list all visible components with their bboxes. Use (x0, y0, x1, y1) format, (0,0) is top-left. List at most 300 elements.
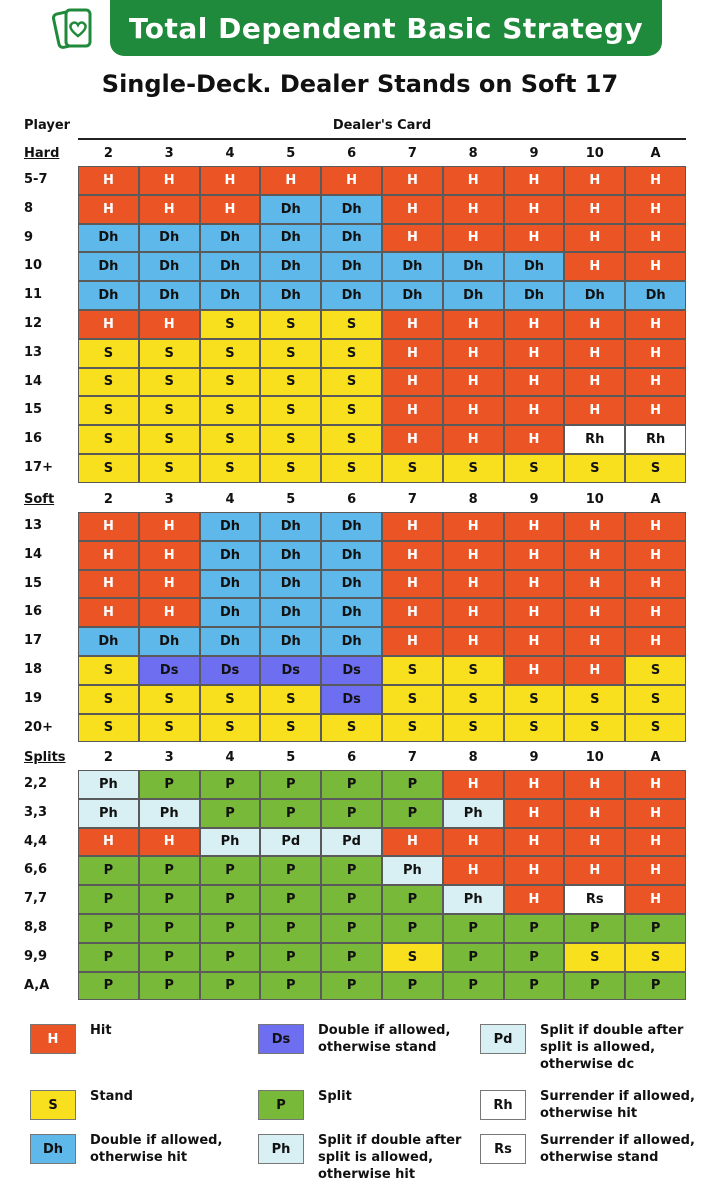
legend-text: Double if allowed, otherwise stand (318, 1023, 451, 1055)
strategy-cell: H (504, 598, 565, 627)
strategy-cell: P (78, 914, 139, 943)
strategy-cell: S (200, 368, 261, 397)
strategy-cell: H (382, 224, 443, 253)
table-row (0, 541, 720, 570)
strategy-cell: P (200, 885, 261, 914)
legend-item (480, 1088, 698, 1122)
strategy-cell: S (321, 454, 382, 483)
strategy-cell: S (504, 454, 565, 483)
strategy-cell: H (382, 195, 443, 224)
strategy-cell: Dh (260, 627, 321, 656)
strategy-cell: H (564, 224, 625, 253)
dealer-upcard-header: 2 (103, 492, 113, 507)
legend-item (258, 1088, 476, 1120)
strategy-cell: P (382, 885, 443, 914)
header-banner (110, 0, 662, 56)
table-row (0, 828, 720, 857)
legend-swatch: P (258, 1090, 304, 1120)
strategy-cell: H (564, 195, 625, 224)
dealer-upcard-header: 3 (164, 146, 174, 161)
player-hand-label: 13 (24, 518, 43, 533)
strategy-cell: P (78, 972, 139, 1001)
strategy-cell: S (139, 396, 200, 425)
legend-item (480, 1022, 698, 1073)
strategy-cell: Ds (200, 656, 261, 685)
strategy-cell: Dh (200, 224, 261, 253)
strategy-cell: S (260, 339, 321, 368)
table-row (0, 799, 720, 828)
strategy-cell: H (625, 598, 686, 627)
strategy-cell: Ph (78, 799, 139, 828)
strategy-cell: H (504, 856, 565, 885)
table-row (0, 656, 720, 685)
strategy-cell: Dh (139, 627, 200, 656)
legend-text: Stand (90, 1089, 133, 1104)
strategy-cell: P (139, 972, 200, 1001)
strategy-cell: H (139, 828, 200, 857)
strategy-cell: Dh (139, 281, 200, 310)
strategy-cell: H (564, 368, 625, 397)
strategy-cell: Dh (321, 570, 382, 599)
strategy-cell: P (382, 799, 443, 828)
strategy-cell: Pd (321, 828, 382, 857)
strategy-cell: Dh (200, 541, 261, 570)
strategy-cell: Dh (321, 541, 382, 570)
strategy-cell: H (443, 310, 504, 339)
strategy-cell: Dh (321, 281, 382, 310)
strategy-cell: H (382, 166, 443, 195)
strategy-cell: S (564, 943, 625, 972)
strategy-cell: Dh (260, 570, 321, 599)
strategy-cell: P (443, 943, 504, 972)
strategy-cell: H (139, 570, 200, 599)
strategy-cell: H (504, 656, 565, 685)
strategy-cell: S (139, 454, 200, 483)
strategy-cell: H (504, 512, 565, 541)
strategy-cell: Dh (321, 512, 382, 541)
table-row (0, 972, 720, 1001)
strategy-cell: H (625, 512, 686, 541)
strategy-cell: Dh (200, 281, 261, 310)
player-axis-label: Player (24, 118, 71, 133)
strategy-cell: S (443, 454, 504, 483)
strategy-cell: H (625, 224, 686, 253)
section-title: Splits (24, 750, 66, 765)
strategy-cell: H (443, 339, 504, 368)
strategy-cell: S (200, 339, 261, 368)
table-row (0, 396, 720, 425)
strategy-cell: Ph (200, 828, 261, 857)
section-hard (0, 142, 720, 483)
player-hand-label: 5-7 (24, 172, 48, 187)
strategy-cell: Dh (321, 195, 382, 224)
strategy-cell: Dh (321, 598, 382, 627)
player-hand-label: 16 (24, 431, 43, 447)
table-row (0, 570, 720, 599)
strategy-cell: H (78, 828, 139, 857)
strategy-cell: H (260, 166, 321, 195)
strategy-cell: P (625, 914, 686, 943)
strategy-cell: H (443, 570, 504, 599)
strategy-cell: P (382, 914, 443, 943)
strategy-cell: Dh (321, 224, 382, 253)
strategy-cell: S (625, 685, 686, 714)
strategy-cell: H (564, 310, 625, 339)
strategy-cell: Dh (260, 252, 321, 281)
strategy-cell: H (564, 799, 625, 828)
strategy-cell: P (504, 914, 565, 943)
strategy-cell: S (200, 454, 261, 483)
dealer-upcard-header: 4 (225, 146, 235, 161)
strategy-cell: H (139, 598, 200, 627)
strategy-cell: P (200, 799, 261, 828)
dealer-upcard-header: 10 (585, 492, 604, 507)
strategy-cell: H (504, 541, 565, 570)
strategy-cell: H (564, 166, 625, 195)
table-row (0, 339, 720, 368)
player-hand-label: 7,7 (24, 891, 48, 907)
strategy-cell: P (200, 770, 261, 799)
strategy-cell: H (382, 570, 443, 599)
strategy-cell: H (625, 856, 686, 885)
player-hand-label: A,A (24, 977, 50, 993)
player-hand-label: 12 (24, 316, 43, 331)
section-header (0, 746, 720, 770)
strategy-cell: H (625, 541, 686, 570)
strategy-cell: S (504, 714, 565, 743)
strategy-cell: Dh (200, 570, 261, 599)
strategy-cell: S (200, 425, 261, 454)
strategy-cell: H (625, 799, 686, 828)
player-hand-label: 17 (24, 633, 43, 649)
legend-swatch: Rh (480, 1090, 526, 1120)
strategy-cell: P (139, 914, 200, 943)
dealer-upcard-header: 7 (407, 750, 417, 765)
legend-text: Surrender if allowed, otherwise stand (540, 1133, 695, 1165)
table-row (0, 770, 720, 799)
strategy-cell: H (382, 425, 443, 454)
strategy-cell: S (78, 425, 139, 454)
strategy-cell: P (139, 943, 200, 972)
strategy-cell: H (78, 541, 139, 570)
strategy-cell: P (382, 972, 443, 1001)
legend-item (480, 1132, 698, 1166)
strategy-cell: P (321, 972, 382, 1001)
strategy-cell: S (200, 714, 261, 743)
strategy-cell: S (382, 943, 443, 972)
strategy-cell: H (564, 856, 625, 885)
strategy-cell: H (504, 368, 565, 397)
strategy-cell: S (321, 310, 382, 339)
strategy-cell: P (260, 943, 321, 972)
strategy-cell: Dh (625, 281, 686, 310)
dealer-upcard-header: 6 (347, 146, 357, 161)
strategy-cell: H (382, 368, 443, 397)
strategy-cell: H (504, 195, 565, 224)
strategy-cell: Ph (443, 799, 504, 828)
strategy-cell: P (564, 914, 625, 943)
strategy-cell: H (443, 368, 504, 397)
strategy-cell: H (625, 310, 686, 339)
strategy-cell: H (78, 195, 139, 224)
strategy-cell: P (260, 856, 321, 885)
strategy-cell: H (382, 310, 443, 339)
strategy-cell: P (200, 972, 261, 1001)
strategy-cell: Dh (443, 252, 504, 281)
strategy-cell: H (504, 828, 565, 857)
strategy-cell: S (200, 396, 261, 425)
strategy-cell: H (321, 166, 382, 195)
strategy-cell: S (382, 714, 443, 743)
strategy-cell: H (625, 885, 686, 914)
strategy-cell: Dh (200, 598, 261, 627)
strategy-cell: H (625, 828, 686, 857)
heart-playing-cards-icon (52, 4, 98, 54)
table-row (0, 856, 720, 885)
legend-item (30, 1132, 248, 1166)
dealer-upcard-header: A (650, 146, 661, 161)
strategy-cell: P (321, 799, 382, 828)
strategy-cell: Ph (382, 856, 443, 885)
strategy-cell: Dh (321, 627, 382, 656)
player-hand-label: 19 (24, 690, 43, 706)
strategy-cell: H (382, 396, 443, 425)
table-row (0, 627, 720, 656)
legend-item (258, 1132, 476, 1183)
strategy-cell: P (625, 972, 686, 1001)
section-soft (0, 488, 720, 742)
strategy-cell: S (78, 368, 139, 397)
strategy-cell: H (564, 339, 625, 368)
player-hand-label: 4,4 (24, 833, 48, 849)
strategy-cell: H (200, 195, 261, 224)
dealer-upcard-header: 8 (468, 146, 478, 161)
strategy-cell: S (78, 396, 139, 425)
dealer-upcard-header: 7 (407, 146, 417, 161)
strategy-cell: S (321, 714, 382, 743)
dealer-upcard-header: 6 (347, 492, 357, 507)
strategy-cell: Dh (382, 252, 443, 281)
strategy-cell: S (625, 656, 686, 685)
strategy-cell: Dh (139, 252, 200, 281)
dealer-upcard-header: 9 (529, 492, 539, 507)
strategy-cell: H (625, 396, 686, 425)
strategy-cell: P (321, 856, 382, 885)
strategy-cell: H (564, 252, 625, 281)
strategy-cell: S (625, 454, 686, 483)
strategy-cell: Dh (382, 281, 443, 310)
strategy-cell: H (443, 166, 504, 195)
table-row (0, 166, 720, 195)
strategy-cell: S (260, 368, 321, 397)
legend-swatch: Rs (480, 1134, 526, 1164)
strategy-cell: P (200, 856, 261, 885)
legend-text: Split if double after split is allowed, otherwise dc (540, 1023, 684, 1072)
strategy-cell: S (78, 685, 139, 714)
strategy-cell: Rh (625, 425, 686, 454)
strategy-cell: P (321, 943, 382, 972)
strategy-cell: Dh (321, 252, 382, 281)
strategy-cell: H (443, 396, 504, 425)
strategy-cell: Ph (443, 885, 504, 914)
strategy-cell: H (564, 627, 625, 656)
strategy-cell: S (260, 714, 321, 743)
strategy-cell: Ds (260, 656, 321, 685)
strategy-cell: H (443, 828, 504, 857)
section-title: Soft (24, 492, 55, 507)
strategy-cell: H (382, 828, 443, 857)
strategy-cell: H (443, 224, 504, 253)
strategy-cell: H (382, 627, 443, 656)
page-title: Total Dependent Basic Strategy (128, 11, 644, 45)
legend-swatch: Dh (30, 1134, 76, 1164)
strategy-cell: Ds (321, 656, 382, 685)
section-header (0, 142, 720, 166)
table-row (0, 224, 720, 253)
legend-swatch: H (30, 1024, 76, 1054)
strategy-cell: H (625, 252, 686, 281)
legend-item (30, 1022, 248, 1054)
section-header (0, 488, 720, 512)
strategy-cell: P (260, 770, 321, 799)
strategy-cell: Dh (260, 224, 321, 253)
strategy-cell: Dh (260, 512, 321, 541)
strategy-cell: H (564, 598, 625, 627)
strategy-cell: Dh (78, 252, 139, 281)
strategy-cell: H (139, 512, 200, 541)
strategy-cell: H (382, 339, 443, 368)
strategy-cell: P (139, 856, 200, 885)
strategy-cell: P (504, 943, 565, 972)
strategy-cell: P (139, 770, 200, 799)
dealer-upcard-header: 8 (468, 750, 478, 765)
strategy-cell: P (260, 972, 321, 1001)
table-row (0, 454, 720, 483)
player-hand-label: 17+ (24, 460, 53, 475)
strategy-cell: H (78, 166, 139, 195)
strategy-cell: H (564, 396, 625, 425)
strategy-cell: S (260, 310, 321, 339)
player-hand-label: 9 (24, 229, 34, 245)
dealer-upcard-header: 2 (103, 146, 113, 161)
strategy-cell: H (382, 598, 443, 627)
table-row (0, 425, 720, 454)
strategy-cell: S (443, 656, 504, 685)
player-hand-label: 8 (24, 200, 34, 216)
player-hand-label: 13 (24, 344, 43, 360)
dealer-upcard-header: 2 (103, 750, 113, 765)
strategy-cell: S (382, 685, 443, 714)
strategy-cell: Dh (504, 281, 565, 310)
strategy-cell: H (139, 166, 200, 195)
strategy-cell: Dh (564, 281, 625, 310)
strategy-cell: S (200, 685, 261, 714)
player-hand-label: 15 (24, 402, 43, 418)
strategy-cell: S (78, 714, 139, 743)
strategy-cell: H (625, 368, 686, 397)
strategy-cell: Dh (200, 512, 261, 541)
strategy-cell: S (443, 685, 504, 714)
strategy-cell: Dh (260, 281, 321, 310)
table-row (0, 512, 720, 541)
strategy-cell: H (625, 627, 686, 656)
strategy-cell: P (139, 885, 200, 914)
player-hand-label: 15 (24, 575, 43, 591)
table-row (0, 685, 720, 714)
legend (0, 1012, 720, 1189)
table-row (0, 714, 720, 743)
strategy-cell: Ds (321, 685, 382, 714)
dealer-upcard-header: 7 (407, 492, 417, 507)
dealer-upcard-header: A (650, 492, 661, 507)
page-subtitle: Single-Deck. Dealer Stands on Soft 17 (101, 70, 619, 98)
strategy-cell: H (504, 224, 565, 253)
legend-swatch: S (30, 1090, 76, 1120)
strategy-cell: S (78, 339, 139, 368)
player-hand-label: 10 (24, 258, 43, 274)
strategy-cell: H (443, 541, 504, 570)
strategy-cell: Dh (200, 252, 261, 281)
strategy-cell: S (78, 454, 139, 483)
strategy-cell: S (382, 454, 443, 483)
strategy-cell: S (564, 454, 625, 483)
strategy-cell: H (443, 770, 504, 799)
player-hand-label: 14 (24, 373, 43, 389)
dealer-upcard-header: 3 (164, 492, 174, 507)
dealer-upcard-header: A (650, 750, 661, 765)
legend-text: Surrender if allowed, otherwise hit (540, 1089, 695, 1121)
strategy-cell: H (443, 195, 504, 224)
strategy-cell: P (321, 885, 382, 914)
strategy-cell: Dh (504, 252, 565, 281)
strategy-cell: H (139, 541, 200, 570)
strategy-cell: S (139, 714, 200, 743)
strategy-cell: Dh (443, 281, 504, 310)
strategy-cell: P (260, 885, 321, 914)
strategy-cell: S (564, 714, 625, 743)
strategy-cell: H (443, 512, 504, 541)
strategy-cell: S (321, 368, 382, 397)
strategy-cell: S (321, 425, 382, 454)
strategy-cell: S (139, 368, 200, 397)
legend-swatch: Pd (480, 1024, 526, 1054)
dealer-upcard-header: 5 (286, 750, 296, 765)
strategy-cell: S (139, 685, 200, 714)
player-hand-label: 20+ (24, 719, 53, 735)
strategy-cell: Ph (78, 770, 139, 799)
strategy-cell: H (564, 541, 625, 570)
strategy-cell: Dh (78, 627, 139, 656)
strategy-cell: S (625, 943, 686, 972)
legend-text: Split (318, 1089, 352, 1104)
strategy-cell: P (443, 972, 504, 1001)
strategy-cell: H (504, 885, 565, 914)
legend-text: Hit (90, 1023, 112, 1038)
legend-swatch: Ph (258, 1134, 304, 1164)
strategy-cell: Dh (78, 224, 139, 253)
strategy-cell: P (321, 770, 382, 799)
strategy-cell: P (200, 943, 261, 972)
player-hand-label: 16 (24, 604, 43, 620)
strategy-cell: H (443, 425, 504, 454)
strategy-cell: H (78, 512, 139, 541)
player-hand-label: 3,3 (24, 804, 48, 820)
table-row (0, 943, 720, 972)
dealer-upcard-header: 3 (164, 750, 174, 765)
strategy-cell: S (260, 685, 321, 714)
strategy-cell: S (321, 339, 382, 368)
section-title: Hard (24, 146, 60, 161)
